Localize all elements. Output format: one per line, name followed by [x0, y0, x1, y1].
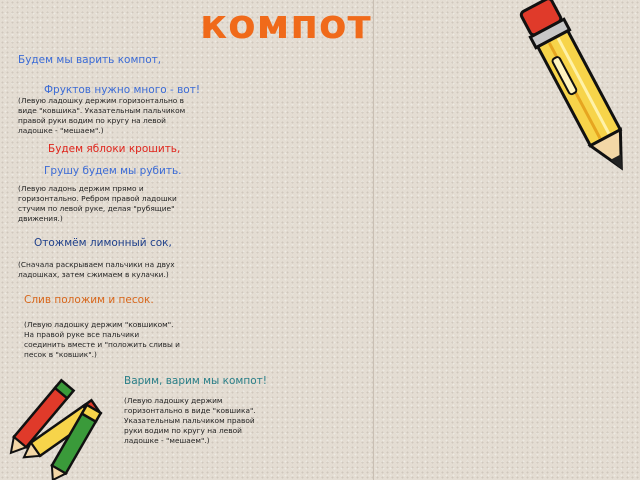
- verse-line-5: Отожмём лимонный сок,: [34, 237, 172, 249]
- verse-line-4: Грушу будем мы рубить.: [44, 165, 182, 177]
- pencil-icon: [525, 0, 635, 180]
- instruction-3: (Сначала раскрываем пальчики на двух ладошках, затем сжимаем в кулачки.): [18, 260, 175, 279]
- instruction-1: (Левую ладошку держим горизонтально в виде "ковшика". Указательным пальчиком правой руки водим по кругу на левой ладошке - "мешаем".): [18, 96, 186, 135]
- instruction-2: (Левую ладонь держим прямо и горизонтально. Ребром правой ладошки стучим по левой руке, делая "рубящие" движения.): [18, 184, 177, 223]
- verse-line-3: Будем яблоки крошить,: [48, 143, 181, 155]
- verse-line-1: Будем мы варить компот,: [18, 54, 162, 66]
- instruction-4: (Левую ладошку держим "ковшиком". На правой руке все пальчики соединить вместе и "положить сливы и песок в "ковшик".): [24, 320, 180, 359]
- instruction-5: (Левую ладошку держим горизонтально в виде "ковшика". Указательным пальчиком правой руки водим по кругу на левой ладошке - "мешаем".): [124, 396, 256, 445]
- verse-line-7: Варим, варим мы компот!: [124, 375, 267, 387]
- pencils-bundle-icon: [8, 388, 108, 474]
- verse-line-6: Слив положим и песок.: [24, 294, 154, 306]
- page-title: компот: [200, 2, 372, 48]
- page-divider: [373, 0, 374, 480]
- verse-line-2: Фруктов нужно много - вот!: [44, 84, 201, 96]
